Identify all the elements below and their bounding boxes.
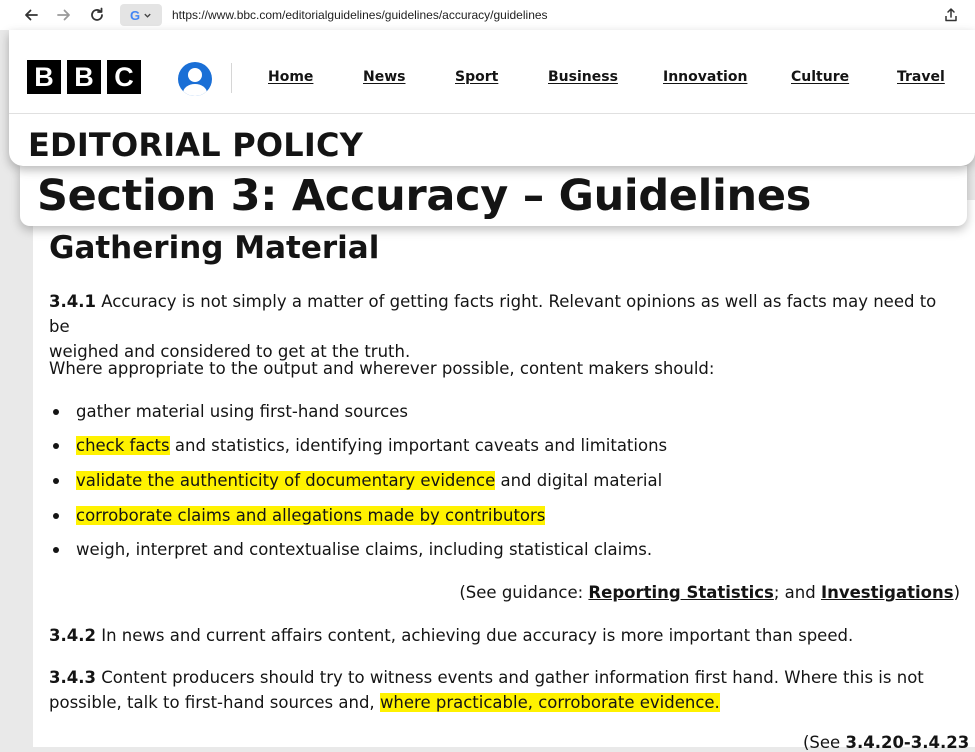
paragraph-3-4-2 (49, 623, 959, 648)
paragraph-3-4-1 (49, 289, 959, 364)
paragraph-3-4-3 (49, 665, 959, 715)
see-guidance (459, 580, 960, 605)
bullet-text: and statistics, identifying important caveats and limitations (169, 436, 668, 455)
link-investigations[interactable]: Investigations (820, 583, 954, 602)
see-guidance-suffix: ) (953, 583, 960, 602)
divider (9, 113, 975, 114)
highlighted-text: corroborate claims and allegations made by contributors (76, 506, 546, 525)
logo-letter: B (67, 60, 101, 94)
section-title: Section 3: Accuracy – Guidelines (37, 171, 812, 221)
see-guidance-prefix: (See guidance: (459, 583, 589, 602)
editorial-policy-title[interactable]: EDITORIAL POLICY (28, 126, 364, 164)
bullet-text: gather material using first-hand sources (76, 402, 408, 421)
article-content (33, 200, 975, 752)
reference-link[interactable]: 3.4.20-3.4.23 (845, 733, 970, 752)
divider (231, 63, 232, 93)
chevron-down-icon (143, 11, 152, 20)
highlighted-text: where practicable, corroborate evidence. (379, 693, 720, 712)
paragraph-number: 3.4.2 (49, 626, 96, 645)
nav-link-business[interactable]: Business (548, 69, 618, 85)
logo-letter: C (107, 60, 141, 94)
nav-link-sport[interactable]: Sport (455, 69, 499, 85)
logo-letter: B (27, 60, 61, 94)
bullet-text: and digital material (495, 471, 663, 490)
reload-icon[interactable] (86, 4, 108, 26)
paragraph-text: possible, talk to first-hand sources and, (49, 693, 380, 712)
highlighted-text: validate the authenticity of documentary evidence (76, 471, 496, 490)
share-icon[interactable] (941, 5, 961, 25)
highlighted-text: check facts (76, 436, 170, 455)
paragraph-text: Content producers should try to witness events and gather information first hand. Where this is not (101, 668, 924, 687)
nav-link-innovation[interactable]: Innovation (663, 69, 748, 85)
forward-arrow-icon[interactable] (53, 4, 75, 26)
paragraph-number: 3.4.1 (49, 292, 96, 311)
nav-link-travel[interactable]: Travel (897, 69, 945, 85)
site-info-chip[interactable] (120, 4, 162, 26)
see-reference-prefix: (See (803, 733, 846, 752)
back-arrow-icon[interactable] (20, 4, 42, 26)
nav-link-culture[interactable]: Culture (791, 69, 850, 85)
see-reference (803, 733, 969, 752)
masthead (9, 30, 975, 113)
paragraph-number: 3.4.3 (49, 668, 96, 687)
nav-link-home[interactable]: Home (268, 69, 314, 85)
paragraph-text: weighed and considered to get at the truth. (49, 342, 411, 361)
address-bar-url[interactable]: https://www.bbc.com/editorialguidelines/guidelines/accuracy/guidelines (172, 8, 548, 22)
account-icon[interactable] (178, 62, 212, 96)
bullet-text: weigh, interpret and contextualise claims, including statistical claims. (76, 540, 653, 559)
section-heading: Gathering Material (49, 230, 380, 266)
nav-link-news[interactable]: News (363, 69, 406, 85)
google-icon: G (129, 7, 141, 23)
section-title-bar (20, 166, 967, 226)
bbc-logo[interactable] (27, 60, 141, 94)
bbc-header (9, 30, 975, 166)
see-guidance-separator: ; and (773, 583, 821, 602)
paragraph-text: In news and current affairs content, achieving due accuracy is more important than speed. (101, 626, 854, 645)
browser-toolbar (0, 0, 975, 30)
paragraph-text: Accuracy is not simply a matter of getting facts right. Relevant opinions as well as facts may need to be (49, 292, 937, 336)
intro-text: Where appropriate to the output and wherever possible, content makers should: (49, 359, 715, 378)
link-reporting-statistics[interactable]: Reporting Statistics (588, 583, 774, 602)
